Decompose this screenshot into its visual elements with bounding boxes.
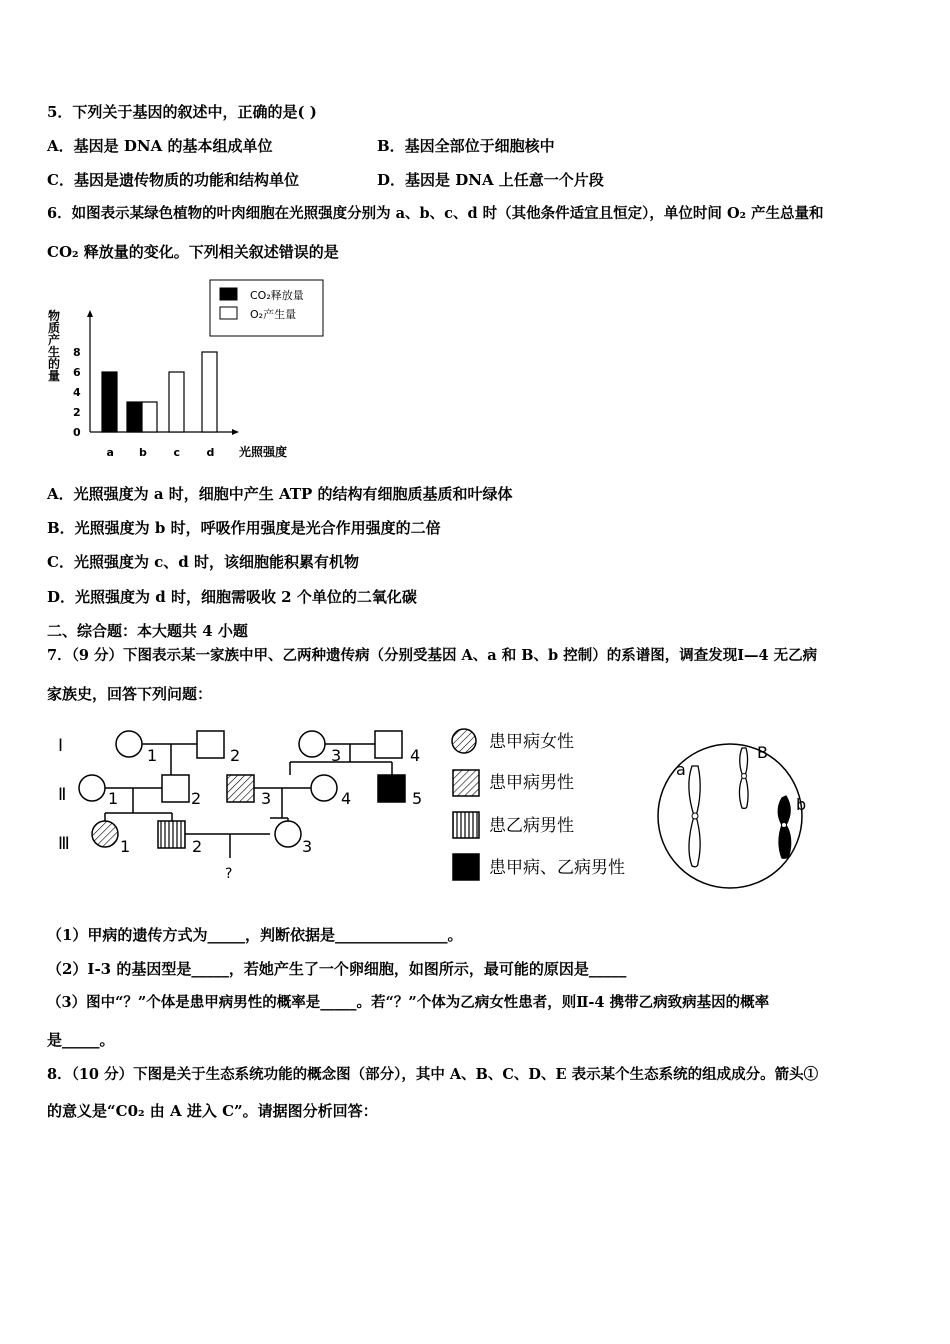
pedigree-num-II-5: 5 (412, 789, 423, 808)
bar-o2-c (169, 372, 184, 432)
legend-swatch-o2 (220, 307, 237, 319)
chart-bars (102, 352, 217, 432)
legend-label-co2: CO₂释放量 (250, 289, 304, 302)
pedigree-I-3-female (299, 731, 325, 757)
y-axis-label-char: 的 (48, 357, 61, 371)
pedigree-II-3-male-disease-a (227, 775, 254, 802)
y-axis-arrow (87, 310, 93, 317)
y-tick-labels (73, 346, 81, 439)
generation-label-I: Ⅰ (58, 736, 64, 756)
q6-option-d: D．光照强度为 d 时，细胞需吸收 2 个单位的二氧化碳 (47, 588, 417, 606)
pedigree-num-I-2: 2 (230, 746, 241, 765)
legend-text-male-disease-a: 患甲病男性 (489, 773, 574, 793)
legend-text-male-disease-ab: 患甲病、乙病男性 (489, 858, 625, 878)
y-tick-label: 8 (73, 346, 81, 359)
chromosome-label-a: a (676, 760, 686, 779)
chromosome-label-b: b (796, 795, 807, 814)
q6-option-a: A．光照强度为 a 时，细胞中产生 ATP 的结构有细胞质基质和叶绿体 (47, 485, 513, 503)
q7-part-1: （1）甲病的遗传方式为_____，判断依据是_______________。 (47, 926, 463, 944)
legend-symbol-male-disease-b (453, 812, 479, 838)
q7-pedigree-figure (40, 718, 920, 898)
q6-option-b: B．光照强度为 b 时，呼吸作用强度是光合作用强度的二倍 (47, 519, 441, 537)
q8-stem-line2: 的意义是“C0₂ 由 A 进入 C”。请据图分析回答： (47, 1102, 378, 1120)
y-axis-label (48, 308, 60, 383)
legend-text-female-disease-a: 患甲病女性 (489, 732, 574, 752)
pedigree-II-2-male (162, 775, 189, 802)
y-axis-label-char: 量 (48, 369, 61, 383)
pedigree-I-2-male (197, 731, 224, 758)
q7-stem-line1: 7．（9 分）下图表示某一家族中甲、乙两种遗传病（分别受基因 A、a 和 B、b 控制）的系谱图，调查发现Ⅰ—4 无乙病 (47, 647, 818, 664)
generation-label-III: Ⅲ (58, 834, 70, 854)
bar-co2-b (127, 402, 142, 432)
y-axis-label-char: 生 (48, 345, 61, 359)
legend-label-o2: O₂产生量 (250, 308, 297, 321)
chromosome-label-B: B (757, 743, 768, 762)
q7-part-3-line1: （3）图中“？”个体是患甲病男性的概率是_____。若“？”个体为乙病女性患者，则Ⅱ-4 携带乙病致病基因的概率 (47, 994, 770, 1011)
q5-option-a: A．基因是 DNA 的基本组成单位 (47, 137, 273, 155)
y-tick-label: 0 (73, 426, 81, 439)
q8-stem-line1: 8．（10 分）下图是关于生态系统功能的概念图（部分），其中 A、B、C、D、E 表示某个生态系统的组成成分。箭头① (47, 1066, 819, 1083)
y-tick-label: 6 (73, 366, 81, 379)
y-axis-label-char: 产 (48, 333, 61, 347)
x-tick-label-d: d (206, 446, 215, 459)
q5-option-d: D．基因是 DNA 上任意一个片段 (377, 171, 604, 189)
section-2-heading: 二、综合题：本大题共 4 小题 (47, 622, 248, 640)
q6-option-c: C．光照强度为 c、d 时，该细胞能积累有机物 (47, 553, 360, 571)
y-axis-label-char: 物 (48, 309, 61, 323)
pedigree-num-III-1: 1 (120, 837, 131, 856)
pedigree-num-II-2: 2 (191, 789, 202, 808)
pedigree-III-3-female (275, 821, 301, 847)
legend-symbol-male-disease-ab (453, 854, 479, 880)
legend-swatch-co2 (220, 288, 237, 300)
bar-co2-a (102, 372, 117, 432)
legend-symbol-male-disease-a (453, 770, 479, 796)
pedigree-I-4-male (375, 731, 402, 758)
legend-symbol-female-disease-a (452, 729, 476, 753)
q7-part-2: （2）Ⅰ-3 的基因型是_____，若她产生了一个卵细胞，如图所示，最可能的原因是_____ (47, 960, 627, 978)
legend-text-male-disease-b: 患乙病男性 (489, 816, 574, 836)
pedigree-num-II-4: 4 (341, 789, 352, 808)
pedigree-II-5-male-disease-ab (378, 775, 405, 802)
x-tick-label-b: b (139, 446, 147, 459)
x-tick-label-c: c (173, 446, 181, 459)
x-tick-label-a: a (106, 446, 114, 459)
x-axis-arrow (232, 429, 239, 435)
pedigree-unknown-individual: ? (225, 866, 233, 882)
q5-option-b: B．基因全部位于细胞核中 (377, 137, 555, 155)
pedigree-III-2-male-disease-b (158, 821, 185, 848)
q7-part-3-line2: 是_____。 (47, 1031, 115, 1049)
pedigree-num-I-4: 4 (410, 746, 421, 765)
x-axis-label: 光照强度 (239, 445, 288, 459)
x-tick-labels (107, 446, 215, 459)
bar-o2-d (202, 352, 217, 432)
pedigree-num-II-1: 1 (108, 789, 119, 808)
q6-bar-chart (40, 276, 340, 466)
pedigree-II-4-female (311, 775, 337, 801)
generation-label-II: Ⅱ (58, 785, 67, 805)
pedigree-num-III-2: 2 (192, 837, 203, 856)
pedigree-num-I-3: 3 (331, 746, 342, 765)
q6-stem-line2: CO₂ 释放量的变化。下列相关叙述错误的是 (47, 243, 339, 261)
y-tick-label: 2 (73, 406, 81, 419)
pedigree-I-1-female (116, 731, 142, 757)
q5-stem: 5．下列关于基因的叙述中，正确的是( ) (47, 103, 317, 121)
pedigree-num-II-3: 3 (261, 789, 272, 808)
y-axis-label-char: 质 (48, 321, 61, 335)
pedigree-num-III-3: 3 (302, 837, 313, 856)
pedigree-II-1-female (79, 775, 105, 801)
y-tick-label: 4 (73, 386, 81, 399)
q6-stem-line1: 6．如图表示某绿色植物的叶肉细胞在光照强度分别为 a、b、c、d 时（其他条件适宜且恒定），单位时间 O₂ 产生总量和 (47, 205, 824, 222)
bar-o2-b (142, 402, 157, 432)
pedigree-num-I-1: 1 (147, 746, 158, 765)
q5-option-c: C．基因是遗传物质的功能和结构单位 (47, 171, 299, 189)
q7-stem-line2: 家族史，回答下列问题： (47, 685, 213, 703)
pedigree-III-1-female-disease-a (92, 821, 118, 847)
